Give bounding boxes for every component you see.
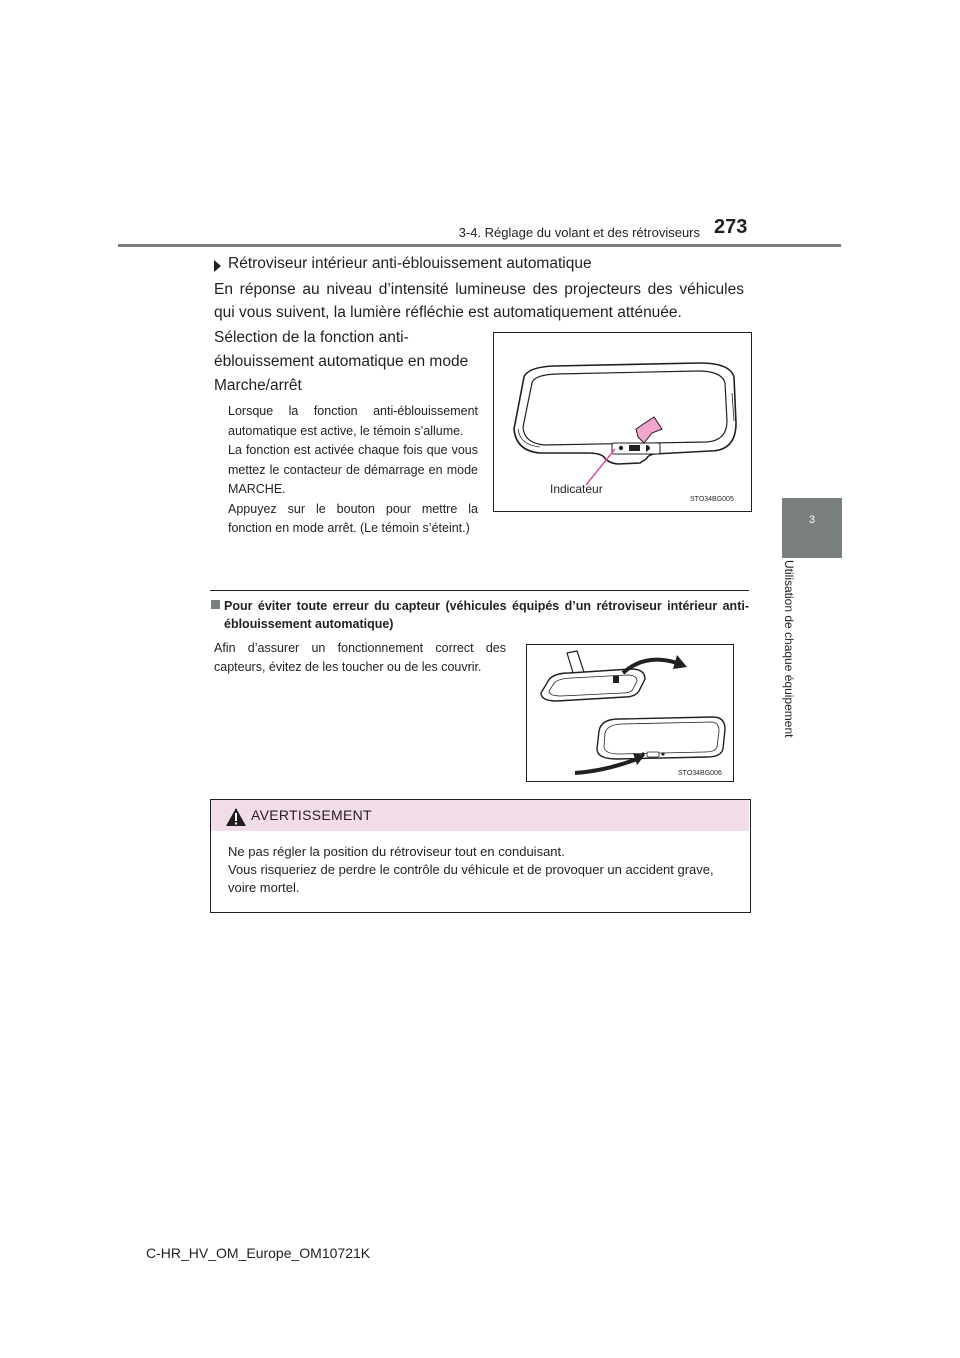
triangle-bullet-icon [214,260,221,272]
chapter-title [782,560,812,770]
warning-body [228,843,740,897]
figure-code: STO34BG006 [678,770,722,777]
mirror-sensors-illustration [527,645,733,781]
section-title: 3-4. Réglage du volant et des rétroviseurs [458,225,700,240]
selection-description [228,402,478,539]
auto-dimming-mirror-illustration [494,333,751,511]
header-rule [118,244,841,247]
indicator-label: Indicateur [550,482,603,496]
document-id: C-HR_HV_OM_Europe_OM10721K [146,1245,371,1261]
selection-title: Sélection de la fonction anti-éblouissement automatique en mode Marche/arrêt [214,329,469,394]
note-body: Afin d’assurer un fonctionnement correct des capteurs, évitez de les toucher ou de les couvrir. [214,641,506,674]
warning-line: Ne pas régler la position du rétroviseur tout en conduisant. [228,844,565,859]
warning-title: AVERTISSEMENT [251,807,372,823]
mirror-figure [493,332,752,512]
warning-triangle-icon [225,807,247,827]
selection-desc-line: Appuyez sur le bouton pour mettre la fonction en mode arrêt. (Le témoin s’éteint.) [228,501,478,535]
note-title: Pour éviter toute erreur du capteur (véhicules équipés d’un rétroviseur intérieur anti-éblouissement automatique) [224,599,749,631]
chapter-title-text: Utilisation de chaque équipement [782,560,796,738]
square-bullet-icon [211,600,220,609]
sensor-figure [526,644,734,782]
intro-paragraph: En réponse au niveau d’intensité lumineuse des projecteurs des véhicules qui vous suivent, la lumière réfléchie est automatiquement atténuée. [214,281,744,321]
selection-desc-line: Lorsque la fonction anti-éblouissement automatique est active, le témoin s’allume. [228,404,478,438]
section-divider [210,590,749,591]
page-number: 273 [714,216,748,238]
chapter-number: 3 [808,514,816,526]
figure-code: STO34BG005 [690,496,734,503]
selection-desc-line: La fonction est activée chaque fois que vous mettez le contacteur de démarrage en mode MARCHE. [228,443,478,496]
warning-line: Vous risqueriez de perdre le contrôle du véhicule et de provoquer un accident grave, voire mortel. [228,862,714,895]
sub-heading: Rétroviseur intérieur anti-éblouissement automatique [228,255,592,272]
chapter-tab [782,498,842,558]
